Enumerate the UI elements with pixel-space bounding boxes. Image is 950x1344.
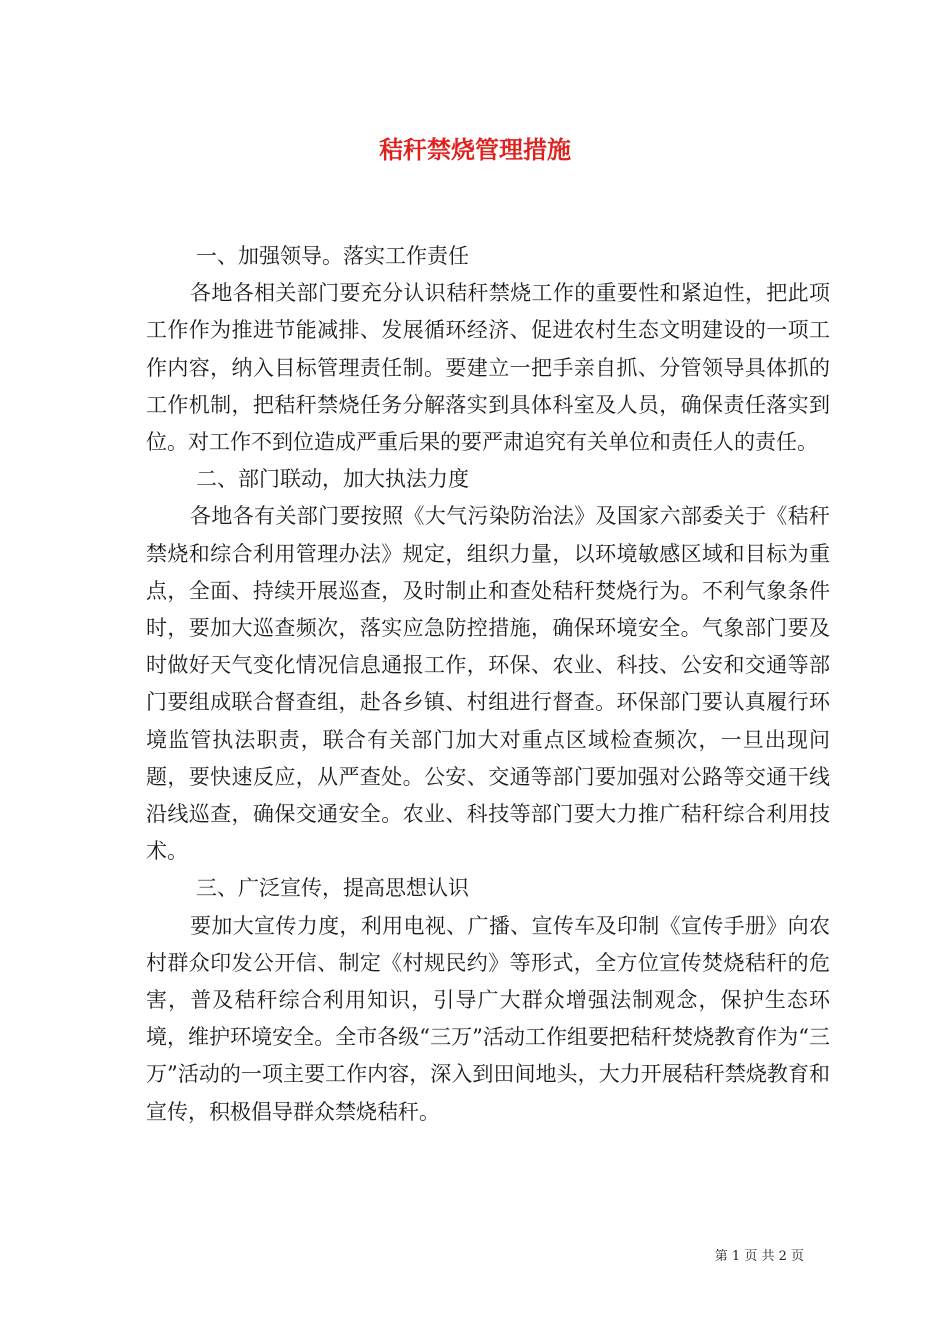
section-paragraph-1: 各地各相关部门要充分认识秸秆禁烧工作的重要性和紧迫性，把此项工作作为推进节能减排、发展循环经济、促进农村生态文明建设的一项工作内容，纳入目标管理责任制。要建立一把手亲自抓、分管领导具体抓的工作机制，把秸秆禁烧任务分解落实到具体科室及人员，确保责任落实到位。对工作不到位造成严重后果的要严肃追究有关单位和责任人的责任。 bbox=[146, 281, 830, 455]
section-heading-1: 一、加强领导。落实工作责任 bbox=[196, 244, 469, 268]
document-body bbox=[146, 238, 830, 1131]
section-heading-3: 三、广泛宣传，提高思想认识 bbox=[196, 876, 469, 901]
section-paragraph-3: 要加大宣传力度，利用电视、广播、宣传车及印制《宣传手册》向农村群众印发公开信、制定《村规民约》等形式，全方位宣传焚烧秸秆的危害，普及秸秆综合利用知识，引导广大群众增强法制观念，保护生态环境，维护环境安全。全市各级“三万”活动工作组要把秸秆焚烧教育作为“三万”活动的一项主要工作内容，深入到田间地头，大力开展秸秆禁烧教育和宣传，积极倡导群众禁烧秸秆。 bbox=[146, 913, 830, 1124]
document-title: 秸秆禁烧管理措施 bbox=[379, 135, 571, 164]
section-paragraph-2: 各地各有关部门要按照《大气污染防治法》及国家六部委关于《秸秆禁烧和综合利用管理办法》规定，组织力量，以环境敏感区域和目标为重点，全面、持续开展巡查，及时制止和查处秸秆焚烧行为。不利气象条件时，要加大巡查频次，落实应急防控措施，确保环境安全。气象部门要及时做好天气变化情况信息通报工作，环保、农业、科技、公安和交通等部门要组成联合督查组，赴各乡镇、村组进行督查。环保部门要认真履行环境监管执法职责，联合有关部门加大对重点区域检查频次，一旦出现问题，要快速反应，从严查处。公安、交通等部门要加强对公路等交通干线沿线巡查，确保交通安全。农业、科技等部门要大力推广秸秆综合利用技术。 bbox=[146, 504, 830, 864]
section-heading-2: 二、部门联动，加大执法力度 bbox=[196, 467, 469, 492]
page-number: 第 1 页 共 2 页 bbox=[714, 1249, 804, 1264]
